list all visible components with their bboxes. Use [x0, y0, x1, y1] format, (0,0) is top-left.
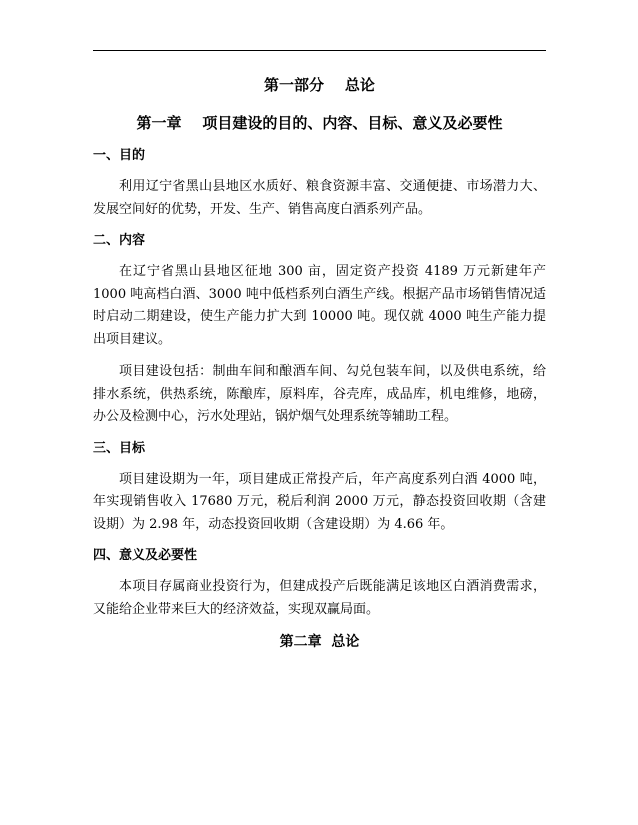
- document-body: [93, 74, 546, 653]
- chapter-two-title: 第二章 总论: [279, 634, 360, 650]
- section-heading-significance: 四、意义及必要性: [93, 548, 198, 563]
- section-heading-goals: 三、目标: [93, 440, 146, 456]
- section-heading-purpose: 一、目的: [93, 148, 146, 163]
- part-title: 第一部分 总论: [264, 76, 375, 94]
- section-heading-content: 二、内容: [93, 233, 146, 248]
- content-paragraph-1: 在辽宁省黑山县地区征地 300 亩，固定资产投资 4189 万元新建年产 1000 吨高档白酒、3000 吨中低档系列白酒生产线。根据产品市场销售情况适时启动二期建设，使生产能力扩大到 10000 吨。现仅就 4000 吨生产能力提出项目建议。: [93, 264, 546, 347]
- purpose-paragraph: 利用辽宁省黑山县地区水质好、粮食资源丰富、交通便捷、市场潜力大、发展空间好的优势，开发、生产、销售高度白酒系列产品。: [93, 179, 546, 217]
- chapter-one-title: 第一章 项目建设的目的、内容、目标、意义及必要性: [136, 114, 503, 132]
- significance-paragraph: 本项目存属商业投资行为，但建成投产后既能满足该地区白酒消费需求，又能给企业带来巨大的经济效益，实现双赢局面。: [93, 579, 546, 617]
- goals-paragraph: 项目建设期为一年，项目建成正常投产后，年产高度系列白酒 4000 吨，年实现销售收入 17680 万元，税后利润 2000 万元，静态投资回收期（含建设期）为 2.98 年，动态投资回收期（含建设期）为 4.66 年。: [93, 471, 546, 532]
- header-rule: [93, 50, 546, 51]
- content-paragraph-2: 项目建设包括：制曲车间和酿酒车间、勾兑包装车间，以及供电系统，给排水系统，供热系统，陈酿库，原料库，谷壳库，成品库，机电维修，地磅，办公及检测中心，污水处理站，锅炉烟气处理系统等辅助工程。: [93, 364, 546, 424]
